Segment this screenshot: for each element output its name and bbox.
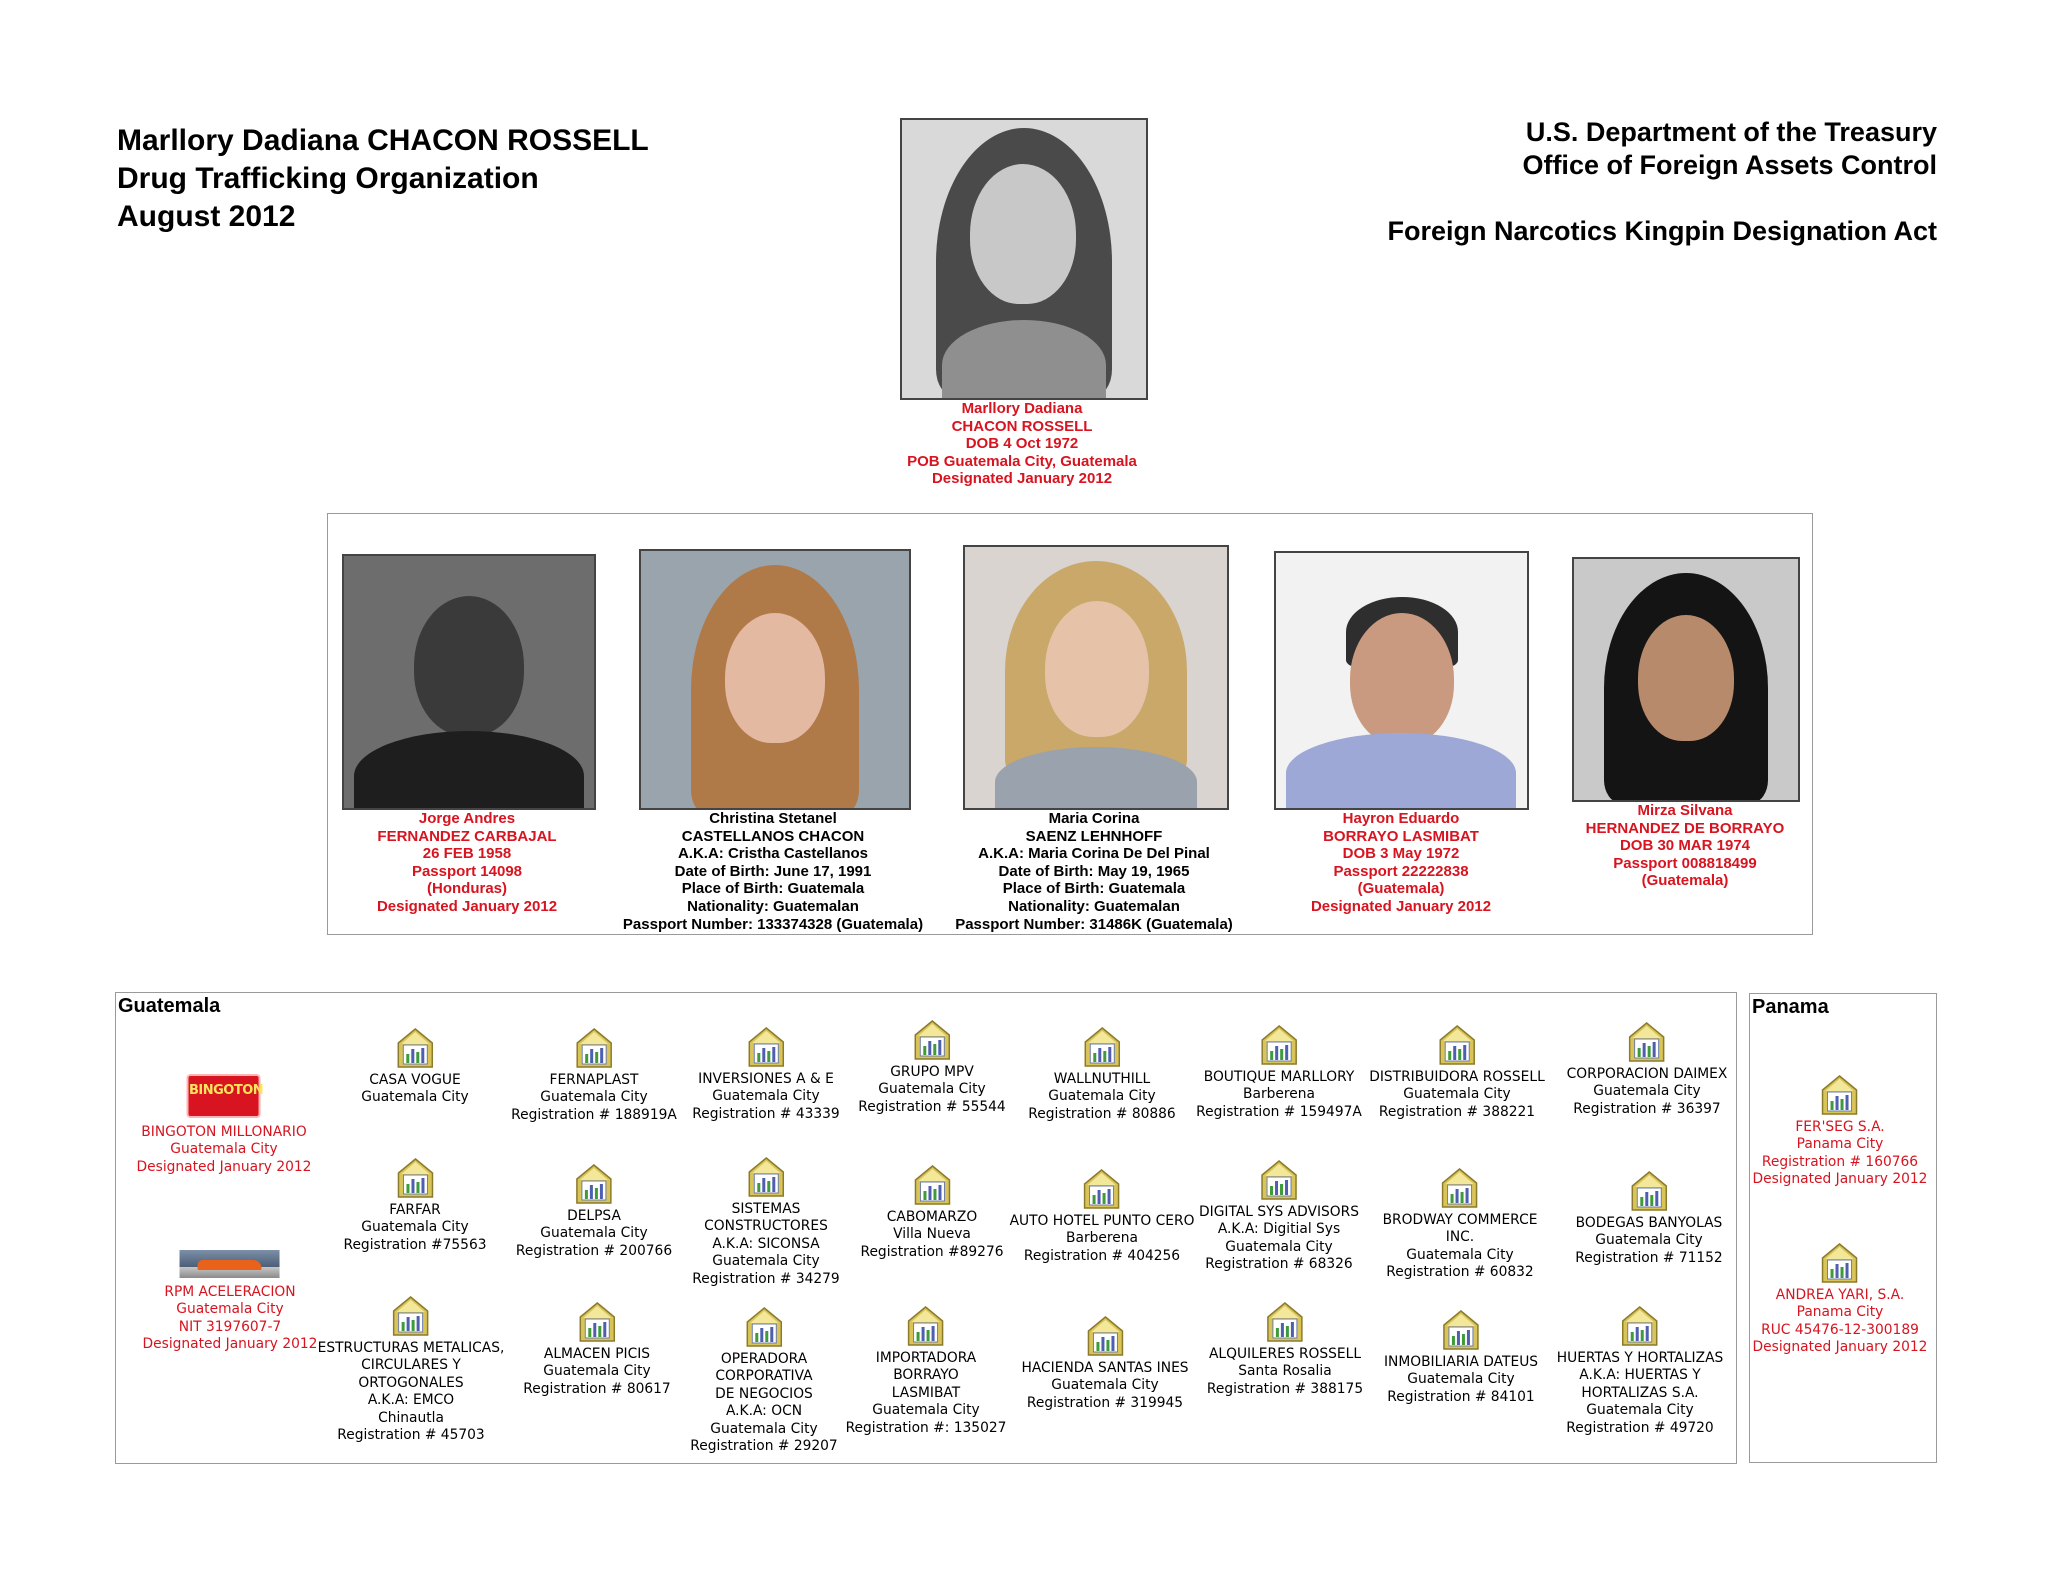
entity-line: FERNAPLAST xyxy=(549,1072,639,1088)
agency-line-2: Office of Foreign Assets Control xyxy=(1522,150,1937,180)
entity-line: CABOMARZO xyxy=(886,1209,978,1225)
entity-line: FER'SEG S.A. xyxy=(1795,1119,1885,1135)
caption-line: FERNANDEZ CARBAJAL xyxy=(377,827,557,845)
company-entity xyxy=(1028,1027,1175,1123)
entity-line: Guatemala City xyxy=(1225,1238,1333,1255)
company-entity xyxy=(516,1164,672,1260)
caption-line: Designated January 2012 xyxy=(1310,897,1492,915)
entity-line: Villa Nueva xyxy=(893,1226,971,1243)
designated-entity-rpm xyxy=(143,1250,318,1354)
entity-line: Guatemala City xyxy=(712,1088,820,1105)
entity-line: Registration # 160766 xyxy=(1761,1153,1919,1170)
entity-line: Guatemala City xyxy=(1403,1086,1511,1103)
associate-caption-2 xyxy=(623,810,923,933)
entity-line: CORPORACION DAIMEX xyxy=(1566,1066,1728,1082)
company-entity xyxy=(692,1157,839,1288)
entity-line: Registration # 34279 xyxy=(692,1270,840,1287)
company-building-icon xyxy=(1631,1171,1667,1211)
panama-label: Panama xyxy=(1752,996,1829,1018)
entity-line: Guatemala City xyxy=(540,1089,648,1106)
entity-line: CORPORATIVA xyxy=(715,1368,813,1385)
caption-line: Maria Corina xyxy=(1048,810,1140,827)
entity-line: Registration # 80617 xyxy=(523,1380,671,1397)
caption-line: Nationality: Guatemalan xyxy=(1008,897,1180,915)
entity-line: Registration # 80886 xyxy=(1028,1105,1176,1122)
panama-panel xyxy=(1749,993,1937,1463)
caption-line: SAENZ LEHNHOFF xyxy=(1025,827,1163,845)
bingoton-logo-text: BINGOTON xyxy=(189,1083,264,1098)
company-building-icon xyxy=(1084,1169,1120,1209)
company-building-icon xyxy=(1261,1160,1297,1200)
caption-line: Hayron Eduardo xyxy=(1342,810,1460,827)
caption-line: Christina Stetanel xyxy=(709,810,837,827)
entity-line: Chinautla xyxy=(378,1409,444,1426)
company-building-icon xyxy=(1261,1025,1297,1065)
entity-line: AUTO HOTEL PUNTO CERO xyxy=(1009,1213,1195,1229)
entity-line: Guatemala City xyxy=(540,1225,648,1242)
entity-line: OPERADORA xyxy=(720,1351,808,1367)
bingoton-logo xyxy=(187,1074,264,1118)
entity-line: WALLNUTHILL xyxy=(1053,1071,1151,1087)
entity-line: INMOBILIARIA DATEUS xyxy=(1383,1354,1539,1370)
company-entity xyxy=(1021,1316,1188,1412)
entity-line: BOUTIQUE MARLLORY xyxy=(1203,1069,1355,1085)
entity-line: Registration # 55544 xyxy=(858,1098,1006,1115)
entity-line: Panama City xyxy=(1796,1304,1884,1321)
entity-line: INC. xyxy=(1445,1229,1475,1246)
designated-entity-bingoton xyxy=(137,1074,312,1176)
caption-line: 26 FEB 1958 xyxy=(422,845,512,863)
company-building-icon xyxy=(914,1165,950,1205)
entity-line: Designated January 2012 xyxy=(136,1158,312,1175)
entity-line: Designated January 2012 xyxy=(1752,1171,1928,1188)
associate-photo-2 xyxy=(639,549,911,810)
title-line-1: Marllory Dadiana CHACON ROSSELL xyxy=(117,124,649,157)
entity-line: GRUPO MPV xyxy=(890,1064,974,1080)
caption-line: Designated January 2012 xyxy=(376,897,558,915)
entity-line: Guatemala City xyxy=(1051,1377,1159,1394)
entity-line: Registration # 388175 xyxy=(1206,1380,1364,1397)
caption-line: A.K.A: Cristha Castellanos xyxy=(677,845,869,863)
entity-line: Registration # 43339 xyxy=(692,1105,840,1122)
principal-caption xyxy=(907,400,1137,488)
rpm-logo xyxy=(180,1250,280,1278)
caption-line: DOB 4 Oct 1972 xyxy=(965,435,1079,453)
caption-line: BORRAYO LASMIBAT xyxy=(1323,827,1479,845)
caption-line: Date of Birth: June 17, 1991 xyxy=(674,862,872,880)
entity-line: Guatemala City xyxy=(176,1301,284,1318)
company-building-icon xyxy=(393,1296,429,1336)
entity-line: Registration # 36397 xyxy=(1573,1100,1721,1117)
entity-line: BORRAYO xyxy=(893,1367,959,1384)
entity-line: Registration # 29207 xyxy=(690,1438,838,1455)
company-entity xyxy=(511,1028,677,1124)
caption-line: (Guatemala) xyxy=(1357,880,1445,898)
entity-line: Guatemala City xyxy=(872,1402,980,1419)
designated-entity-panama xyxy=(1753,1075,1928,1189)
entity-line: CONSTRUCTORES xyxy=(704,1218,828,1235)
caption-line: Passport 008818499 xyxy=(1613,854,1757,872)
caption-line: Place of Birth: Guatemala xyxy=(681,880,865,898)
company-building-icon xyxy=(576,1164,612,1204)
entity-line: Registration #89276 xyxy=(860,1243,1004,1260)
company-building-icon xyxy=(1822,1075,1858,1115)
associate-caption-4 xyxy=(1311,810,1491,916)
entity-line: Guatemala City xyxy=(1593,1083,1701,1100)
caption-line: HERNANDEZ DE BORRAYO xyxy=(1585,819,1785,837)
entity-line: Registration # 159497A xyxy=(1196,1103,1362,1120)
caption-line: Jorge Andres xyxy=(418,810,516,827)
guatemala-label: Guatemala xyxy=(118,995,221,1017)
company-entity xyxy=(860,1165,1003,1261)
entity-line: Registration # 388221 xyxy=(1378,1103,1536,1120)
company-entity xyxy=(1199,1160,1359,1274)
company-building-icon xyxy=(1443,1310,1479,1350)
caption-line: CASTELLANOS CHACON xyxy=(681,827,865,845)
company-entity xyxy=(1383,1168,1538,1282)
entity-line: Designated January 2012 xyxy=(1752,1339,1928,1356)
company-building-icon xyxy=(1084,1027,1120,1067)
associate-caption-5 xyxy=(1586,802,1785,890)
company-building-icon xyxy=(1087,1316,1123,1356)
entity-line: Guatemala City xyxy=(710,1420,818,1437)
entity-line: BRODWAY COMMERCE xyxy=(1382,1212,1538,1228)
chart-title xyxy=(117,122,649,236)
entity-line: ESTRUCTURAS METALICAS, xyxy=(317,1340,505,1356)
caption-line: Passport Number: 31486K (Guatemala) xyxy=(955,915,1233,933)
entity-line: ANDREA YARI, S.A. xyxy=(1775,1287,1905,1303)
company-entity xyxy=(318,1296,505,1444)
entity-line: RPM ACELERACION xyxy=(164,1284,296,1300)
entity-line: DIGITAL SYS ADVISORS xyxy=(1199,1204,1359,1220)
entity-line: FARFAR xyxy=(389,1202,441,1218)
associate-photo-1 xyxy=(342,554,596,810)
company-building-icon xyxy=(1442,1168,1478,1208)
entity-line: Registration # 319945 xyxy=(1026,1394,1184,1411)
entity-line: HORTALIZAS S.A. xyxy=(1581,1384,1699,1401)
company-building-icon xyxy=(579,1302,615,1342)
entity-line: Barberena xyxy=(1243,1086,1315,1103)
entity-line: Registration # 188919A xyxy=(511,1106,677,1123)
entity-line: CIRCULARES Y xyxy=(361,1357,461,1374)
company-entity xyxy=(846,1306,1007,1437)
entity-line: HUERTAS Y HORTALIZAS xyxy=(1556,1350,1724,1366)
designated-entity-panama xyxy=(1753,1243,1928,1357)
caption-line: (Honduras) xyxy=(427,880,507,898)
agency-line-1: U.S. Department of the Treasury xyxy=(1525,117,1937,147)
company-entity xyxy=(1010,1169,1195,1265)
caption-line: Nationality: Guatemalan xyxy=(687,897,859,915)
associate-photo-5 xyxy=(1572,557,1800,802)
company-building-icon xyxy=(397,1158,433,1198)
company-entity xyxy=(690,1307,837,1455)
entity-line: Guatemala City xyxy=(170,1141,278,1158)
entity-line: Guatemala City xyxy=(361,1219,469,1236)
company-entity xyxy=(1384,1310,1538,1406)
entity-line: A.K.A: Digitial Sys xyxy=(1217,1221,1341,1238)
company-building-icon xyxy=(576,1028,612,1068)
entity-line: Guatemala City xyxy=(878,1081,986,1098)
associate-caption-1 xyxy=(377,810,557,916)
company-building-icon xyxy=(1439,1025,1475,1065)
caption-line: Passport Number: 133374328 (Guatemala) xyxy=(622,915,924,933)
entity-line: Registration # 68326 xyxy=(1205,1256,1353,1273)
company-entity xyxy=(361,1028,468,1107)
entity-line: CASA VOGUE xyxy=(369,1072,461,1088)
company-building-icon xyxy=(746,1307,782,1347)
company-building-icon xyxy=(1622,1306,1658,1346)
entity-line: A.K.A: SICONSA xyxy=(712,1235,820,1252)
caption-line: CHACON ROSSELL xyxy=(951,417,1093,435)
entity-line: Guatemala City xyxy=(1586,1402,1694,1419)
company-entity xyxy=(1207,1302,1363,1398)
company-building-icon xyxy=(748,1027,784,1067)
entity-line: Registration # 45703 xyxy=(337,1427,485,1444)
entity-line: ORTOGONALES xyxy=(358,1374,464,1391)
company-building-icon xyxy=(908,1306,944,1346)
entity-line: Registration #: 135027 xyxy=(845,1419,1007,1436)
entity-line: NIT 3197607-7 xyxy=(178,1318,282,1335)
entity-line: Panama City xyxy=(1796,1136,1884,1153)
entity-line: Barberena xyxy=(1066,1230,1138,1247)
company-entity xyxy=(1196,1025,1362,1121)
caption-line: POB Guatemala City, Guatemala xyxy=(907,452,1137,470)
associate-photo-3 xyxy=(963,545,1229,810)
caption-line: Mirza Silvana xyxy=(1637,802,1733,819)
company-entity xyxy=(1567,1022,1728,1118)
company-entity xyxy=(1557,1306,1724,1437)
caption-line: A.K.A: Maria Corina De Del Pinal xyxy=(978,845,1210,863)
associate-photo-4 xyxy=(1274,551,1529,810)
agency-header xyxy=(1387,116,1937,248)
entity-line: DISTRIBUIDORA ROSSELL xyxy=(1369,1069,1545,1085)
company-entity xyxy=(858,1020,1005,1116)
company-entity xyxy=(343,1158,486,1254)
entity-line: INVERSIONES A & E xyxy=(698,1071,834,1087)
entity-line: RUC 45476-12-300189 xyxy=(1761,1321,1919,1338)
title-line-3: August 2012 xyxy=(117,200,296,233)
caption-line: Date of Birth: May 19, 1965 xyxy=(998,862,1190,880)
title-line-2: Drug Trafficking Organization xyxy=(117,162,539,195)
entity-line: Guatemala City xyxy=(543,1363,651,1380)
entity-line: Guatemala City xyxy=(1407,1371,1515,1388)
entity-line: Registration # 71152 xyxy=(1575,1249,1723,1266)
entity-line: Guatemala City xyxy=(712,1253,820,1270)
company-entity xyxy=(692,1027,839,1123)
entity-line: Guatemala City xyxy=(1048,1088,1156,1105)
entity-line: Registration # 404256 xyxy=(1023,1247,1181,1264)
principal-photo xyxy=(900,118,1148,400)
entity-line: A.K.A: OCN xyxy=(725,1403,803,1420)
entity-line: ALMACEN PICIS xyxy=(543,1346,651,1362)
entity-line: HACIENDA SANTAS INES xyxy=(1021,1360,1189,1376)
entity-line: Guatemala City xyxy=(1406,1246,1514,1263)
entity-line: Designated January 2012 xyxy=(142,1336,318,1353)
entity-line: A.K.A: EMCO xyxy=(367,1392,455,1409)
caption-line: Passport 14098 xyxy=(411,862,523,880)
caption-line: Designated January 2012 xyxy=(931,470,1113,488)
entity-line: LASMIBAT xyxy=(891,1384,961,1401)
entity-line: IMPORTADORA xyxy=(875,1350,977,1366)
entity-line: Registration # 200766 xyxy=(515,1242,673,1259)
company-building-icon xyxy=(1822,1243,1858,1283)
entity-line: Registration # 49720 xyxy=(1566,1419,1714,1436)
entity-line: BODEGAS BANYOLAS xyxy=(1575,1215,1723,1231)
company-building-icon xyxy=(397,1028,433,1068)
entity-line: DE NEGOCIOS xyxy=(715,1385,813,1402)
entity-line: A.K.A: HUERTAS Y xyxy=(1579,1367,1701,1384)
caption-line: DOB 30 MAR 1974 xyxy=(1619,837,1751,855)
caption-line: (Guatemala) xyxy=(1641,872,1729,890)
entity-line: DELPSA xyxy=(567,1208,621,1224)
entity-line: ALQUILERES ROSSELL xyxy=(1208,1346,1362,1362)
entity-line: Guatemala City xyxy=(1595,1232,1703,1249)
entity-line: BINGOTON MILLONARIO xyxy=(141,1124,307,1140)
entity-line: Registration #75563 xyxy=(343,1236,487,1253)
entity-line: SISTEMAS xyxy=(731,1201,801,1217)
company-building-icon xyxy=(748,1157,784,1197)
associate-caption-3 xyxy=(955,810,1233,933)
entity-line: Registration # 84101 xyxy=(1387,1388,1535,1405)
caption-line: DOB 3 May 1972 xyxy=(1342,845,1460,863)
caption-line: Passport 22222838 xyxy=(1333,862,1469,880)
caption-line: Place of Birth: Guatemala xyxy=(1002,880,1186,898)
entity-line: Guatemala City xyxy=(361,1089,469,1106)
company-entity xyxy=(523,1302,670,1398)
company-entity xyxy=(1369,1025,1545,1121)
entity-line: Registration # 60832 xyxy=(1386,1264,1534,1281)
company-building-icon xyxy=(914,1020,950,1060)
company-entity xyxy=(1575,1171,1722,1267)
agency-line-3: Foreign Narcotics Kingpin Designation Act xyxy=(1387,216,1937,246)
caption-line: Marllory Dadiana xyxy=(961,400,1083,417)
company-building-icon xyxy=(1629,1022,1665,1062)
entity-line: Santa Rosalia xyxy=(1238,1363,1332,1380)
company-building-icon xyxy=(1267,1302,1303,1342)
